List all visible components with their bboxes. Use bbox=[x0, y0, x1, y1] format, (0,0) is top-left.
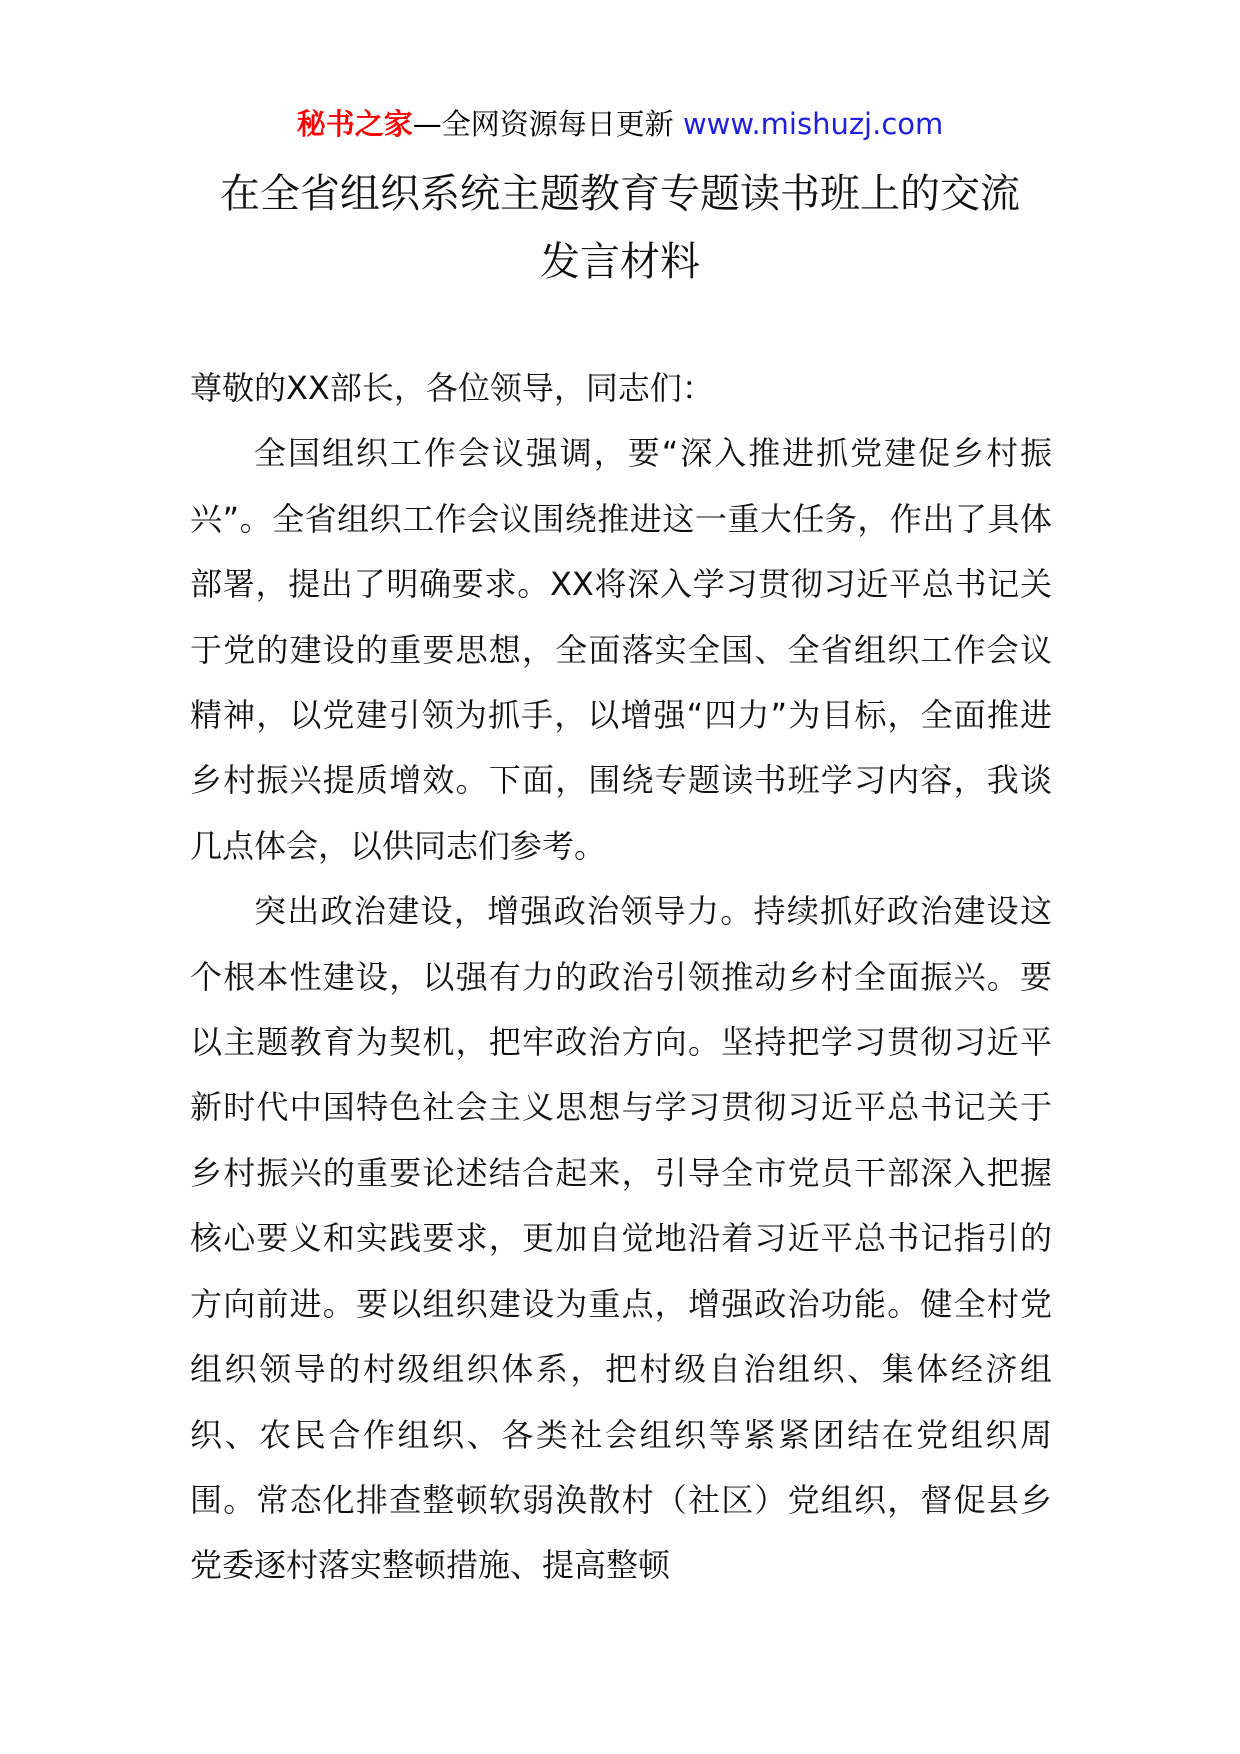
title-line-1: 在全省组织系统主题教育专题读书班上的交流 bbox=[220, 171, 1020, 217]
watermark-header bbox=[0, 100, 1240, 148]
brand-tagline: —全网资源每日更新 bbox=[412, 107, 674, 141]
title-line-2: 发言材料 bbox=[540, 239, 700, 285]
brand-name: 秘书之家 bbox=[296, 107, 413, 141]
paragraph-political-building: 突出政治建设，增强政治领导力。持续抓好政治建设这个根本性建设，以强有力的政治引领推动乡村全面振兴。要以主题教育为契机，把牢政治方向。坚持把学习贯彻习近平新时代中国特色社会主义思想与学习贯彻习近平总书记关于乡村振兴的重要论述结合起来，引导全市党员干部深入把握核心要义和实践要求，更加自觉地沿着习近平总书记指引的方向前进。要以组织建设为重点，增强政治功能。健全村党组织领导的村级组织体系，把村级自治组织、集体经济组织、农民合作组织、各类社会组织等紧紧团结在党组织周围。常态化排查整顿软弱涣散村（社区）党组织，督促县乡党委逐村落实整顿措施、提高整顿 bbox=[190, 892, 1052, 1585]
greeting: 尊敬的XX部长，各位领导，同志们： bbox=[190, 369, 714, 407]
brand-url-link[interactable]: www.mishuzj.com bbox=[682, 107, 944, 141]
document-title bbox=[150, 160, 1090, 296]
document-body bbox=[190, 356, 1052, 1599]
paragraph-intro: 全国组织工作会议强调，要“深入推进抓党建促乡村振兴”。全省组织工作会议围绕推进这一重大任务，作出了具体部署，提出了明确要求。XX将深入学习贯彻习近平总书记关于党的建设的重要思想，全面落实全国、全省组织工作会议精神，以党建引领为抓手，以增强“四力”为目标，全面推进乡村振兴提质增效。下面，围绕专题读书班学习内容，我谈几点体会，以供同志们参考。 bbox=[190, 434, 1052, 865]
